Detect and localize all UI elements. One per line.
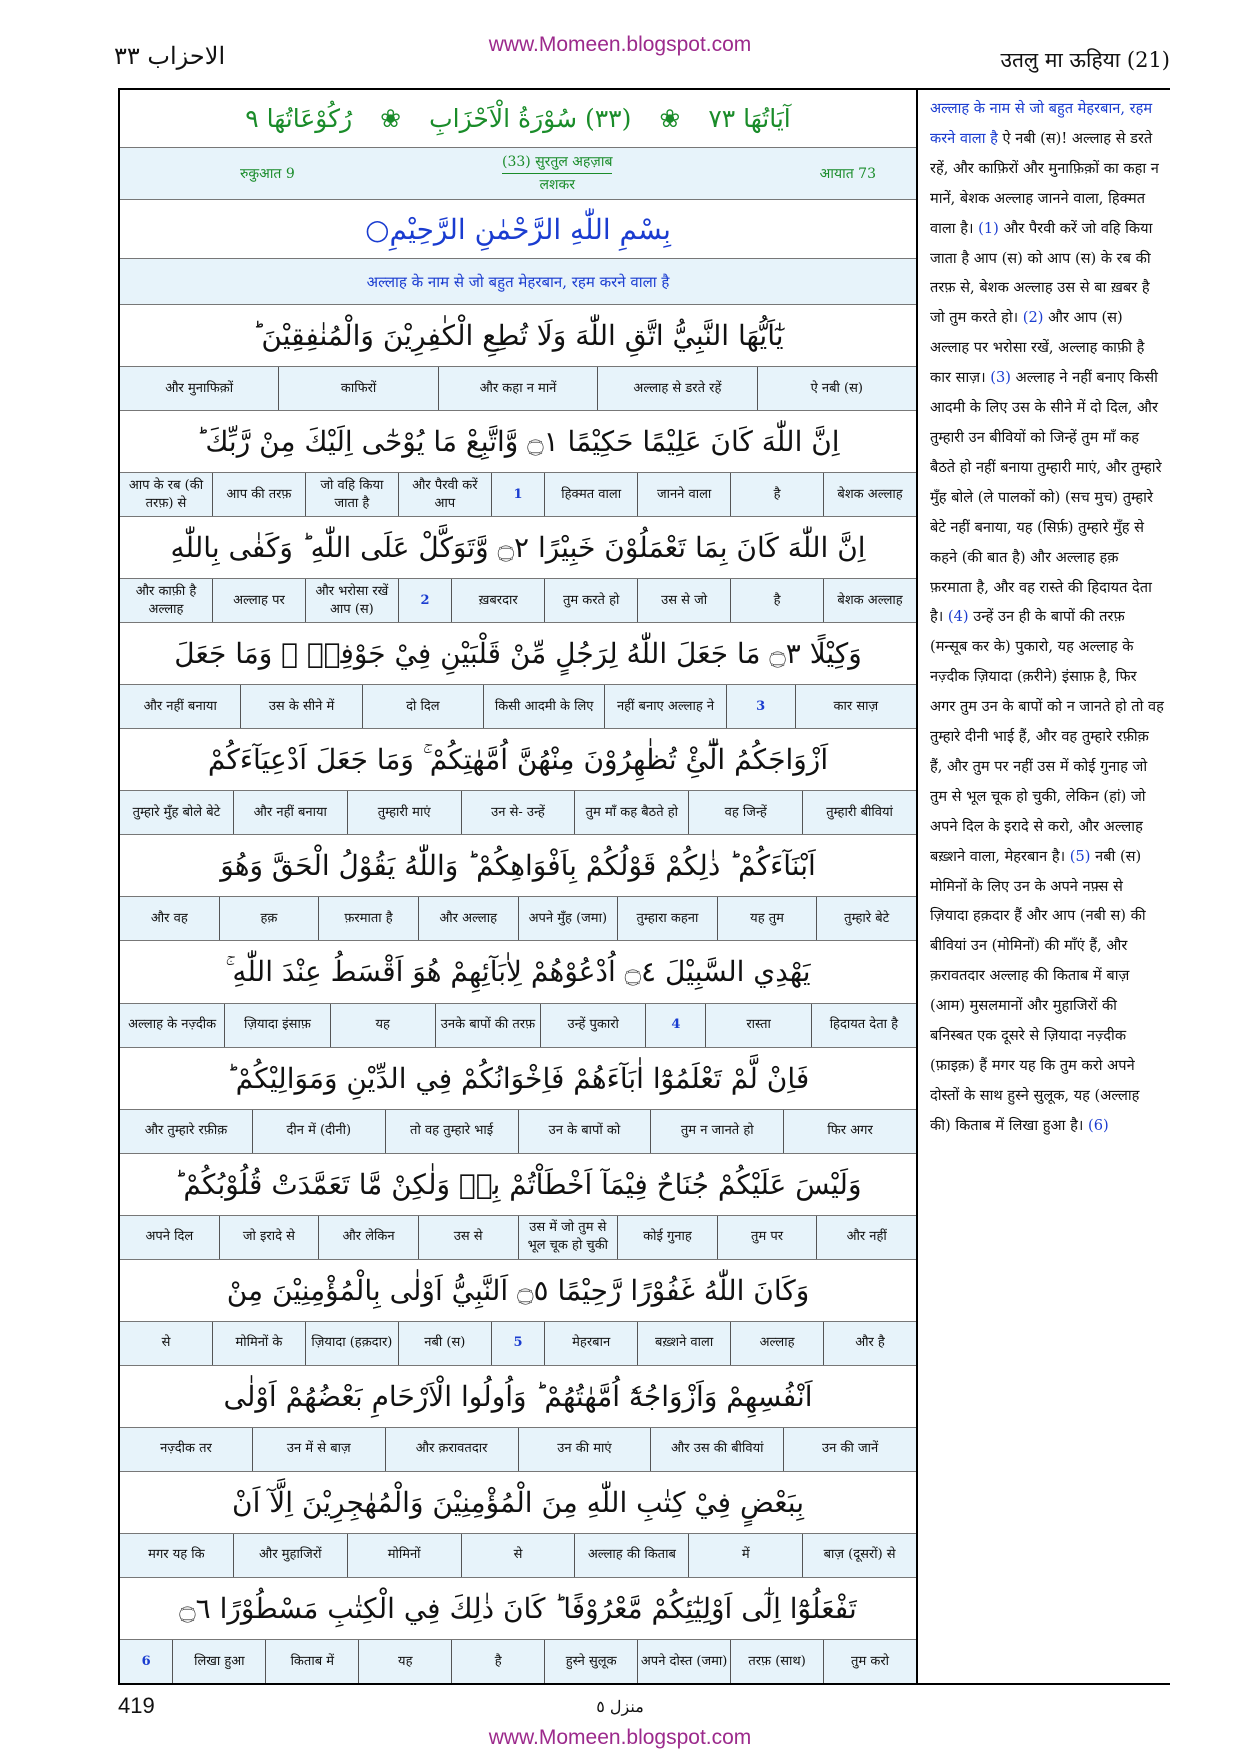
sidebar-paragraph: अल्लाह ने नहीं बनाए किसी आदमी के लिए उस के सीने में दो दिल, और तुम्हारी उन बीवियों को जिन्हें तुम माँ कह बैठते हो नहीं बनाया तुम्हारी माएं, और तुम्हारे मुँह बोले (ले पालकों को) (सच मुच) तुम्हारे बेटे नहीं बनाया, यह (सिर्फ़) तुम्हारे मुँह से कहने (की बात है) और अल्लाह हक़ फ़रमाता है, और वह रास्ते की हिदायत देता है। [930, 369, 1162, 626]
word-translation-cell: और पैरवी करें आप [398, 473, 491, 516]
word-translation-cell: उस में जो तुम से भूल चूक हो चुकी [518, 1216, 618, 1259]
word-translation-cell: बख़्शने वाला [637, 1322, 730, 1365]
surah-title-bar [120, 90, 916, 148]
word-translation-cell: और लेकिन [318, 1216, 418, 1259]
word-translation-cell: तुम्हारा कहना [617, 897, 717, 940]
word-translation-cell: और मुनाफिक़ों [165, 380, 234, 396]
word-translation-cell: और काफ़ी है अल्लाह [135, 583, 197, 617]
word-translation-row [120, 1322, 916, 1366]
arabic-verse-line: اَنْفُسِهِمْ وَاَزْوَاجُهٗٓ اُمَّهٰتُهُمْ ؕ وَاُولُوا الْاَرْحَامِ بَعْضُهُمْ اَوْلٰى [120, 1366, 916, 1428]
word-translation-cell: और है [823, 1322, 916, 1365]
ayah-number-cell: 1 [491, 473, 544, 516]
word-translation-cell: उस से जो [637, 579, 730, 622]
arabic-verse-line: تَفْعَلُوْٓا اِلٰٓى اَوْلِيٰٓئِكُمْ مَّعْرُوْفًا ؕ كَانَ ذٰلِكَ فِي الْكِتٰبِ مَسْطُوْرًا ۝٦ [120, 1578, 916, 1640]
word-translation-row [120, 685, 916, 729]
sidebar-ayah-number: (4) [947, 608, 974, 626]
word-translation-cell: और क़रावतदार [385, 1428, 518, 1471]
sidebar-paragraph: और आप (स) अल्लाह पर भरोसा रखें, अल्लाह काफ़ी है कार साज़। [930, 309, 1145, 387]
word-translation-cell: बेशक अल्लाह [823, 473, 916, 516]
arabic-verse-line: بِبَعْضٍ فِيْ كِتٰبِ اللّٰهِ مِنَ الْمُؤْمِنِيْنَ وَالْمُهٰجِرِيْنَ اِلَّآ اَنْ [120, 1472, 916, 1534]
sidebar-paragraph: नबी (स) मोमिनों के लिए उन के अपने नफ़्स से ज़ियादा हक़दार हैं और आप (नबी स) की बीवियां उन (मोमिनों) की माँएं हैं, और क़रावतदार अल्लाह की किताब में बाज़ (आम) मुसलमानों और मुहाजिरों की बनिस्बत एक दूसरे से ज़ियादा नज़्दीक (फ़ाइक़) हैं मगर यह कि तुम करो अपने दोस्तों के साथ हुस्ने सुलूक, यह (अल्लाह की) किताब में लिखा हुआ है। [930, 847, 1146, 1134]
word-translation-cell: फिर अगर [783, 1110, 916, 1153]
sidebar-ayah-number: (1) [978, 219, 1004, 237]
word-translation-cell: जानने वाला [637, 473, 730, 516]
arabic-verse-line: يَهْدِي السَّبِيْلَ ۝٤ اُدْعُوْهُمْ لِاٰبَآئِهِمْ هُوَ اَقْسَطُ عِنْدَ اللّٰهِ ۚ [120, 941, 916, 1003]
word-translation-cell: तुम्हारे मुँह बोले बेटे [132, 804, 221, 820]
word-translation-cell: तुम न जानते हो [650, 1110, 783, 1153]
translation-sidebar [918, 88, 1170, 1685]
word-translation-cell: तुम पर [717, 1216, 817, 1259]
sidebar-ayah-number: (6) [1088, 1116, 1109, 1134]
word-translation-cell: किताब में [265, 1640, 358, 1683]
arabic-verse-line: فَاِنْ لَّمْ تَعْلَمُوْٓا اٰبَآءَهُمْ فَاِخْوَانُكُمْ فِي الدِّيْنِ وَمَوَالِيْكُمْ ؕ [120, 1048, 916, 1110]
sidebar-paragraph: उन्हें उन ही के बापों की तरफ़ (मन्सूब कर के) पुकारो, यह अल्लाह के नज़्दीक ज़ियादा (क़रीने) इंसाफ़ है, फिर अगर तुम उन के बापों को न जानते हो तो वह तुम्हारे दीनी भाई हैं, और वह तुम्हारे रफ़ीक़ हैं, और तुम पर नहीं उस में कोई गुनाह जो तुम से भूल चूक हो चुकी, लेकिन (हां) जो अपने दिल के इरादे से करो, और अल्लाह बख़्शने वाला, मेहरबान है। [930, 608, 1164, 865]
ayah-number-cell: 5 [491, 1322, 544, 1365]
sidebar-ayah-number: (5) [1069, 847, 1096, 865]
word-translation-cell: अल्लाह के नज़्दीक [128, 1017, 217, 1033]
word-translation-row [120, 1640, 916, 1683]
word-translation-cell: नज़्दीक तर [160, 1441, 212, 1457]
word-translation-cell: आप के रब (की तरफ़) से [128, 477, 204, 511]
verse-lines [120, 305, 916, 1683]
word-translation-cell: और नहीं बनाया [143, 698, 217, 714]
word-translation-cell: और भरोसा रखें आप (स) [305, 579, 398, 622]
word-translation-cell: यह [330, 1004, 435, 1047]
flower-ornament-icon: ❀ [380, 104, 402, 133]
manzil-label: منزل ٥ [596, 1697, 644, 1716]
word-translation-cell: जो इरादे से [219, 1216, 319, 1259]
word-translation-cell: मोमिनों के [212, 1322, 305, 1365]
word-translation-cell: बाज़ (दूसरों) से [802, 1534, 916, 1577]
word-translation-cell: जो वहि किया जाता है [305, 473, 398, 516]
surah-name-hindi: (33) सुरतुल अहज़ाब [502, 151, 612, 174]
arabic-verse-line: وَلَيْسَ عَلَيْكُمْ جُنَاحٌ فِيْمَآ اَخْطَاْتُمْ بِهٖ وَلٰكِنْ مَّا تَعَمَّدَتْ قُلُوْبُكُمْ ؕ [120, 1154, 916, 1216]
word-translation-cell: उन्हें पुकारो [540, 1004, 645, 1047]
bismillah-translation: अल्लाह के नाम से जो बहुत मेहरबान, रहम करने वाला है [120, 259, 916, 305]
page-number: 419 [118, 1693, 155, 1718]
word-translation-row [120, 897, 916, 941]
word-translation-row [120, 1110, 916, 1154]
word-translation-cell: ख़बरदार [451, 579, 544, 622]
arabic-verse-line: يٰٓاَيُّهَا النَّبِيُّ اتَّقِ اللّٰهَ وَلَا تُطِعِ الْكٰفِرِيْنَ وَالْمُنٰفِقِيْنَ ؕ [120, 305, 916, 367]
word-translation-row [120, 579, 916, 623]
word-translation-cell: हिक्मत वाला [544, 473, 637, 516]
sidebar-paragraph: ऐ नबी (स)! अल्लाह से डरते रहें, और काफ़िरों और मुनाफ़िक़ों का कहा न मानें, बेशक अल्लाह जानने वाला, हिक्मत वाला है। [930, 129, 1159, 237]
ruku-count-hindi: रुकुआत 9 [240, 166, 295, 182]
footer-url[interactable]: www.Momeen.blogspot.com [488, 1726, 752, 1749]
word-translation-cell: और अल्लाह [418, 897, 518, 940]
ruku-count-arabic: رُكُوْعَاتُهَا ٩ [245, 104, 353, 133]
word-translation-cell: और नहीं [816, 1216, 916, 1259]
flower-ornament-icon: ❀ [659, 104, 681, 133]
word-translation-cell: और मुहाजिरों [233, 1534, 347, 1577]
word-translation-cell: है [730, 579, 823, 622]
word-translation-cell: दो दिल [362, 685, 483, 728]
word-translation-cell: अल्लाह की किताब [574, 1534, 688, 1577]
word-translation-cell: अपने मुँह (जमा) [518, 897, 618, 940]
arabic-verse-line: وَكَانَ اللّٰهُ غَفُوْرًا رَّحِيْمًا ۝٥ اَلنَّبِيُّ اَوْلٰى بِالْمُؤْمِنِيْنَ مِنْ [120, 1260, 916, 1322]
word-translation-row [120, 1534, 916, 1578]
word-translation-cell: उस के सीने में [240, 685, 361, 728]
word-translation-cell: ऐ नबी (स) [757, 367, 916, 410]
surah-meaning-hindi: लशकर [539, 177, 575, 193]
quran-main-table [118, 88, 918, 1685]
sidebar-translation-text [918, 90, 1170, 1141]
word-translation-cell: है [451, 1640, 544, 1683]
word-translation-cell: उन से- उन्हें [461, 791, 575, 834]
word-translation-cell: लिखा हुआ [172, 1640, 265, 1683]
word-translation-cell: अल्लाह पर [212, 579, 305, 622]
word-translation-cell: हिदायत देता है [811, 1004, 916, 1047]
word-translation-row [120, 473, 916, 517]
word-translation-cell: और नहीं बनाया [233, 791, 347, 834]
word-translation-cell: तो वह तुम्हारे भाई [385, 1110, 518, 1153]
word-translation-row [120, 367, 916, 411]
word-translation-cell: से [461, 1534, 575, 1577]
word-translation-cell: उन में से बाज़ [252, 1428, 385, 1471]
surah-name-arabic: (٣٣) سُوْرَةُ الْاَحْزَابِ [429, 104, 632, 133]
word-translation-cell: है [730, 473, 823, 516]
header-surah-arabic: الاحزاب ٣٣ [114, 42, 226, 70]
word-translation-cell: तुम करते हो [544, 579, 637, 622]
word-translation-cell: वह जिन्हें [688, 791, 802, 834]
sidebar-paragraph: अल्लाह के नाम से जो बहुत मेहरबान, रहम करने वाला है [930, 100, 1153, 147]
surah-info-bar [120, 148, 916, 200]
header-url[interactable]: www.Momeen.blogspot.com [488, 33, 752, 56]
word-translation-cell: मगर यह कि [148, 1547, 205, 1563]
word-translation-cell: तरफ़ (साथ) [730, 1640, 823, 1683]
word-translation-cell: तुम्हारी बीवियां [802, 791, 916, 834]
word-translation-cell: और उस की बीवियां [650, 1428, 783, 1471]
word-translation-cell: अपने दिल [145, 1229, 194, 1245]
word-translation-row [120, 1216, 916, 1260]
word-translation-cell: बेशक अल्लाह [823, 579, 916, 622]
ayat-count-arabic: آيَاتُهَا ٧٣ [708, 104, 791, 133]
sidebar-ayah-number: (3) [990, 369, 1016, 387]
arabic-verse-line: اِنَّ اللّٰهَ كَانَ عَلِيْمًا حَكِيْمًا ۝١ وَّاتَّبِعْ مَا يُوْحٰٓى اِلَيْكَ مِنْ رَّبِّكَ ؕ [120, 411, 916, 473]
word-translation-row [120, 1428, 916, 1472]
word-translation-cell: किसी आदमी के लिए [483, 685, 604, 728]
header-juz-title: उतलु मा ऊहिया (21) [1000, 48, 1170, 72]
ayah-number-cell: 4 [645, 1004, 705, 1047]
surah-name-hindi-block [502, 151, 612, 196]
word-translation-cell: और कहा न मानें [438, 367, 597, 410]
arabic-verse-line: وَكِيْلًا ۝٣ مَا جَعَلَ اللّٰهُ لِرَجُلٍ مِّنْ قَلْبَيْنِ فِيْ جَوْفِهٖ ۚ وَمَا جَعَلَ [120, 623, 916, 685]
word-translation-cell: तुम्हारी माएं [347, 791, 461, 834]
ayat-count-hindi: आयात 73 [819, 166, 876, 182]
word-translation-cell: ज़ियादा इंसाफ़ [224, 1004, 329, 1047]
word-translation-cell: फ़रमाता है [318, 897, 418, 940]
word-translation-cell: अल्लाह से डरते रहें [597, 367, 756, 410]
word-translation-cell: और तुम्हारे रफ़ीक़ [144, 1123, 228, 1139]
arabic-verse-line: اَزْوَاجَكُمُ الّٰٓئِْ تُظٰهِرُوْنَ مِنْهُنَّ اُمَّهٰتِكُمْ ۚ وَمَا جَعَلَ اَدْعِيَآءَكُمْ [120, 729, 916, 791]
word-translation-cell: नहीं बनाए अल्लाह ने [604, 685, 725, 728]
arabic-verse-line: اَبْنَآءَكُمْ ؕ ذٰلِكُمْ قَوْلُكُمْ بِاَفْوَاهِكُمْ ؕ وَاللّٰهُ يَقُوْلُ الْحَقَّ وَهُوَ [120, 835, 916, 897]
word-translation-cell: नबी (स) [398, 1322, 491, 1365]
word-translation-cell: यह तुम [717, 897, 817, 940]
word-translation-cell: और वह [150, 910, 188, 926]
word-translation-cell: उन की जानें [783, 1428, 916, 1471]
bismillah-arabic: بِسْمِ اللّٰهِ الرَّحْمٰنِ الرَّحِيْمِ○ [120, 200, 916, 259]
word-translation-cell: दीन में (दीनी) [252, 1110, 385, 1153]
word-translation-cell: अल्लाह [730, 1322, 823, 1365]
ayah-number-cell: 2 [398, 579, 451, 622]
arabic-verse-line: اِنَّ اللّٰهَ كَانَ بِمَا تَعْمَلُوْنَ خَبِيْرًا ۝٢ وَّتَوَكَّلْ عَلَى اللّٰهِ ؕ وَكَفٰى بِاللّٰهِ [120, 517, 916, 579]
word-translation-cell: उस से [418, 1216, 518, 1259]
word-translation-cell: कार साज़ [795, 685, 916, 728]
sidebar-ayah-number: (2) [1022, 309, 1049, 327]
word-translation-cell: से [161, 1335, 171, 1351]
word-translation-cell: हुस्ने सुलूक [544, 1640, 637, 1683]
word-translation-cell: उनके बापों की तरफ़ [435, 1004, 540, 1047]
word-translation-cell: काफिरों [278, 367, 437, 410]
word-translation-cell: हक़ [219, 897, 319, 940]
ayah-number-cell: 3 [726, 685, 795, 728]
word-translation-cell: तुम करो [823, 1640, 916, 1683]
word-translation-cell: उन के बापों को [518, 1110, 651, 1153]
word-translation-cell: मेहरबान [544, 1322, 637, 1365]
word-translation-cell: आप की तरफ़ [212, 473, 305, 516]
word-translation-cell: ज़ियादा (हक़दार) [305, 1322, 398, 1365]
word-translation-cell: कोई गुनाह [617, 1216, 717, 1259]
word-translation-cell: मोमिनों [347, 1534, 461, 1577]
word-translation-row [120, 1004, 916, 1048]
ayah-number-cell: 6 [141, 1653, 151, 1669]
word-translation-cell: रास्ता [705, 1004, 810, 1047]
word-translation-cell: अपने दोस्त (जमा) [637, 1640, 730, 1683]
word-translation-cell: यह [358, 1640, 451, 1683]
word-translation-cell: में [688, 1534, 802, 1577]
word-translation-cell: तुम माँ कह बैठते हो [574, 791, 688, 834]
sidebar-paragraph: और पैरवी करें जो वहि किया जाता है आप (स) को आप (स) के रब की तरफ़ से, बेशक अल्लाह उस से बा ख़बर है जो तुम करते हो। [930, 219, 1153, 327]
word-translation-row [120, 791, 916, 835]
word-translation-cell: उन की माएं [518, 1428, 651, 1471]
word-translation-cell: तुम्हारे बेटे [816, 897, 916, 940]
